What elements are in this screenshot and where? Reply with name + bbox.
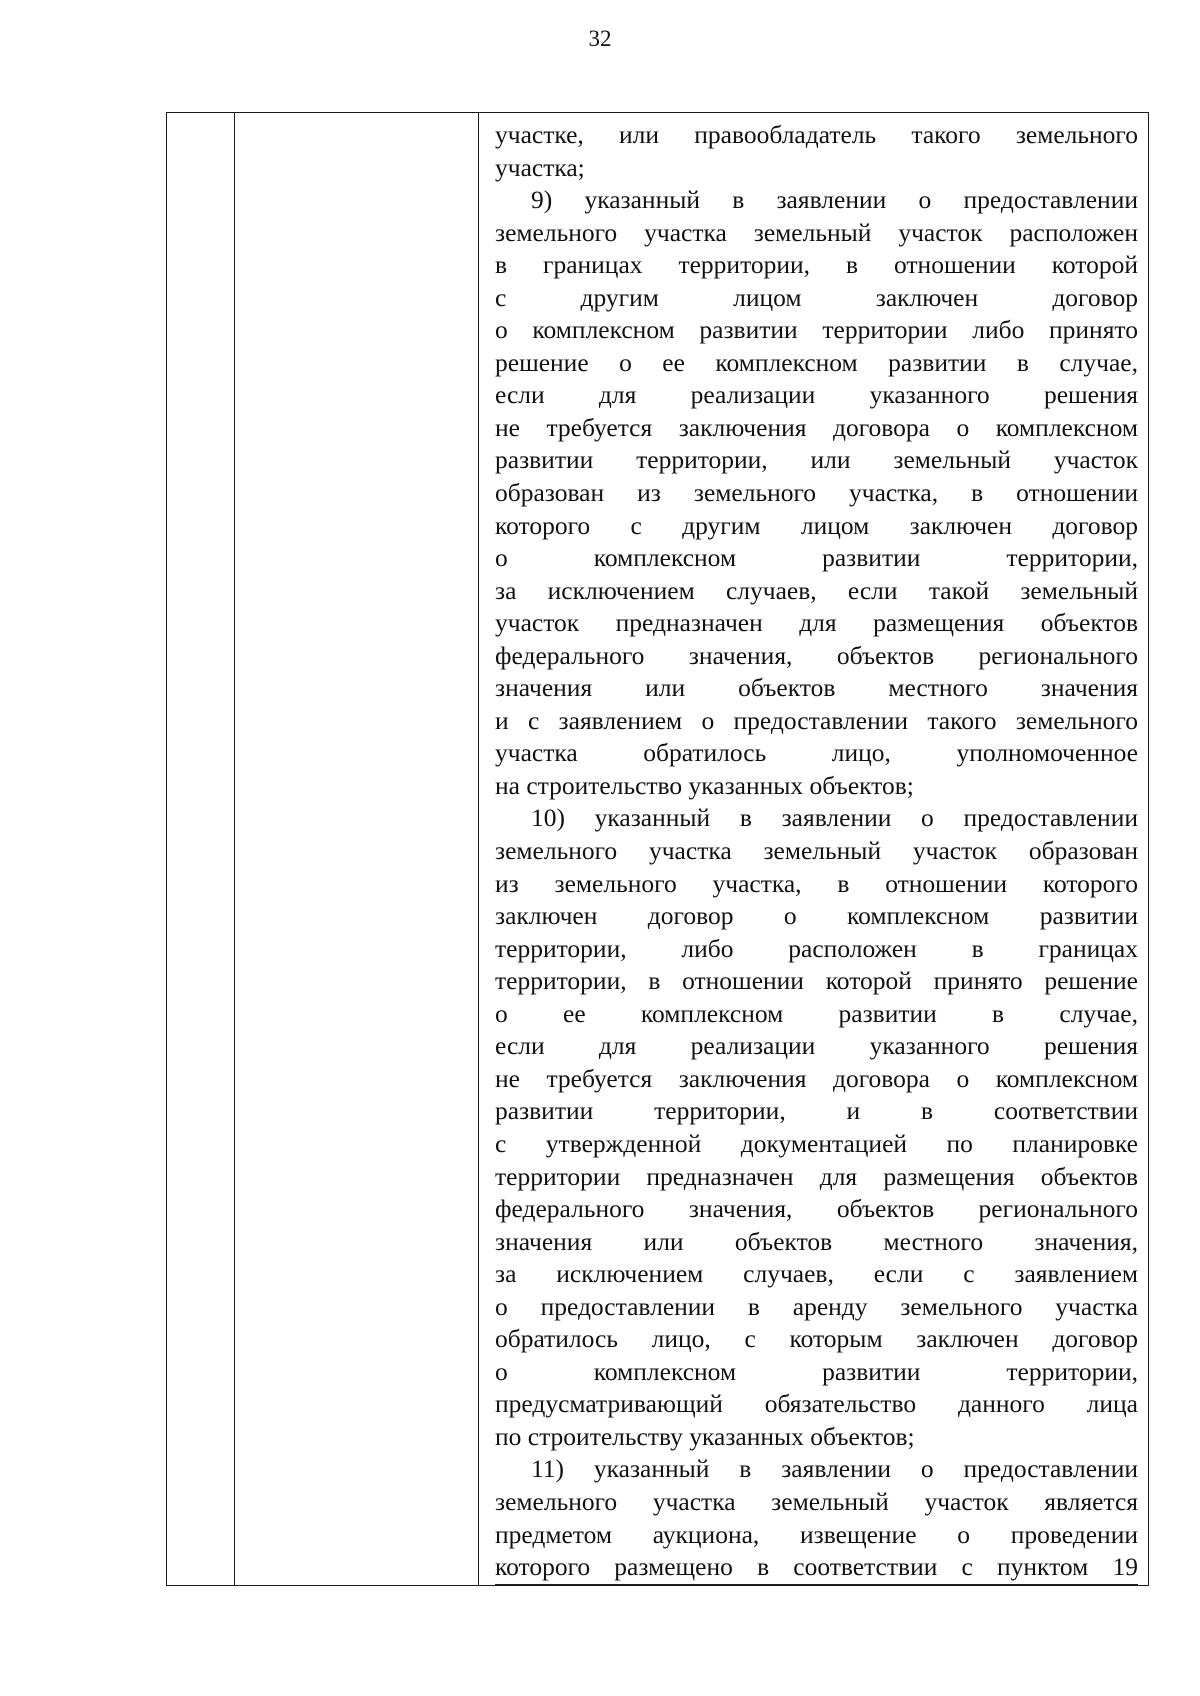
- text-line: о комплексном развитии территории,: [495, 543, 1138, 573]
- text-line: федерального значения, объектов регионального: [495, 1194, 1138, 1224]
- text-line: земельного участка земельный участок расположен: [495, 217, 1138, 247]
- text-line: с другим лицом заключен договор: [495, 282, 1138, 312]
- text-line: о предоставлении в аренду земельного участка: [495, 1291, 1138, 1321]
- text-line: развитии территории, и в соответствии: [495, 1096, 1138, 1126]
- text-line: земельного участка земельный участок образован: [495, 836, 1138, 866]
- table-cell-name: [235, 113, 479, 1586]
- paragraph: [495, 802, 1138, 1453]
- text-line: которого размещено в соответствии с пунктом 19: [495, 1551, 1138, 1585]
- text-line: из земельного участка, в отношении которого: [495, 868, 1138, 898]
- cell-text-body: [479, 113, 1148, 1585]
- text-line: если для реализации указанного решения: [495, 1031, 1138, 1061]
- text-line: участок предназначен для размещения объектов: [495, 608, 1138, 638]
- text-line: предметом аукциона, извещение о проведении: [495, 1519, 1138, 1549]
- text-line: предусматривающий обязательство данного лица: [495, 1389, 1138, 1419]
- text-line: федерального значения, объектов регионального: [495, 640, 1138, 670]
- text-line: заключен договор о комплексном развитии: [495, 901, 1138, 931]
- paragraph: [495, 1453, 1138, 1584]
- text-line: участка обратилось лицо, уполномоченное: [495, 738, 1138, 768]
- text-line: образован из земельного участка, в отношении: [495, 478, 1138, 508]
- text-line: значения или объектов местного значения: [495, 673, 1138, 703]
- text-line: земельного участка земельный участок является: [495, 1486, 1138, 1516]
- table-row: [167, 113, 1149, 1586]
- text-line: территории, в отношении которой принято решение: [495, 966, 1138, 996]
- text-line: на строительство указанных объектов;: [495, 770, 914, 800]
- text-line: о ее комплексном развитии в случае,: [495, 998, 1138, 1028]
- text-line: которого с другим лицом заключен договор: [495, 510, 1138, 540]
- text-line: за исключением случаев, если такой земельный: [495, 575, 1138, 605]
- text-line: в границах территории, в отношении которой: [495, 250, 1138, 280]
- table-cell-description: [479, 113, 1149, 1586]
- page-number: 32: [588, 26, 612, 51]
- text-line: по строительству указанных объектов;: [495, 1421, 915, 1451]
- text-line: территории предназначен для размещения объектов: [495, 1161, 1138, 1191]
- text-line: если для реализации указанного решения: [495, 380, 1138, 410]
- text-line: обратилось лицо, с которым заключен договор: [495, 1324, 1138, 1354]
- text-line: не требуется заключения договора о комплексном: [495, 412, 1138, 442]
- text-line: с утвержденной документацией по планировке: [495, 1128, 1138, 1158]
- text-line: территории, либо расположен в границах: [495, 933, 1138, 963]
- text-line: значения или объектов местного значения,: [495, 1226, 1138, 1256]
- paragraph: [495, 119, 1138, 184]
- text-line: 11) указанный в заявлении о предоставлении: [531, 1454, 1138, 1484]
- paragraph: [495, 184, 1138, 802]
- text-line: решение о ее комплексном развитии в случае,: [495, 347, 1138, 377]
- text-line: участке, или правообладатель такого земельного: [495, 120, 1138, 149]
- text-line: участка;: [495, 152, 585, 182]
- text-line: не требуется заключения договора о комплексном: [495, 1063, 1138, 1093]
- text-line: за исключением случаев, если с заявлением: [495, 1259, 1138, 1289]
- text-line: о комплексном развитии территории,: [495, 1356, 1138, 1386]
- document-table: [166, 112, 1149, 1586]
- text-line: 10) указанный в заявлении о предоставлении: [531, 803, 1138, 833]
- text-line: развитии территории, или земельный участок: [495, 445, 1138, 475]
- text-line: о комплексном развитии территории либо принято: [495, 315, 1138, 345]
- table-cell-number: [167, 113, 235, 1586]
- text-line: и с заявлением о предоставлении такого земельного: [495, 705, 1138, 735]
- text-line: 9) указанный в заявлении о предоставлении: [531, 185, 1138, 215]
